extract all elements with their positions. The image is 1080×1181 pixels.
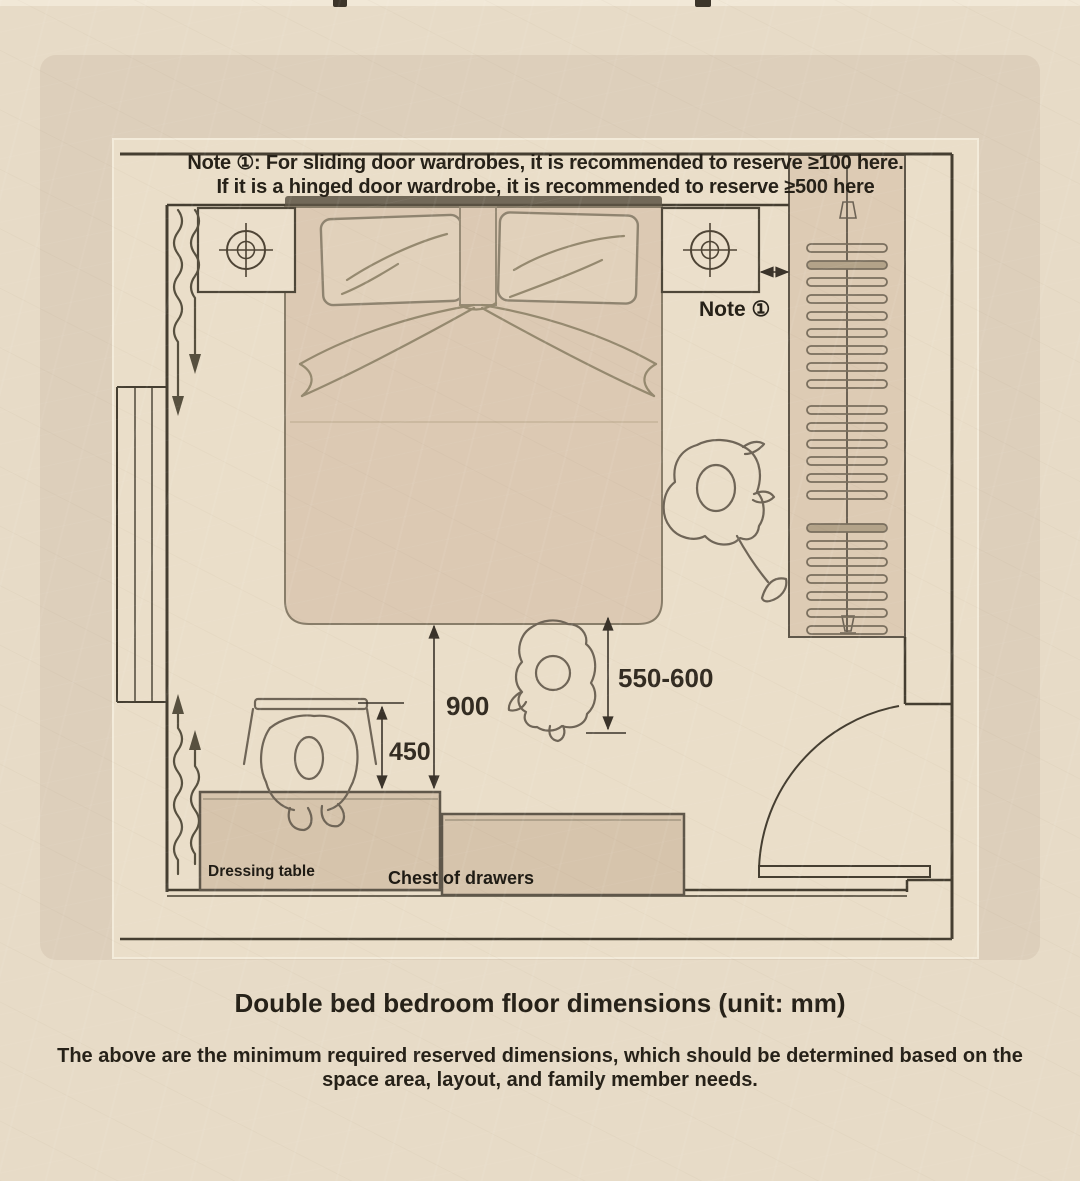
page-title: Double bed bedroom floor dimensions (unit: mm) [234,988,846,1018]
note-ref-label: Note ① [699,298,771,321]
top-strip [0,0,1080,6]
floor-plan [112,138,979,959]
dressing-table-label: Dressing table [208,863,315,880]
blanket-fold [460,207,496,305]
chest-of-drawers-label: Chest of drawers [388,868,535,888]
plan-note-line2: If it is a hinged door wardrobe, it is recommended to reserve ≥500 here [216,176,875,198]
plan-note [126,151,965,199]
person-walking-icon [664,440,787,601]
door-swing-arc [759,706,899,868]
floor-plan-drawing [114,140,977,957]
wardrobe [789,155,905,637]
chair [244,699,376,764]
window [117,387,167,702]
curtain-symbol-top-left [172,210,201,416]
dim-label-450: 450 [389,738,431,766]
top-edge-mark [333,0,347,7]
curtain-symbol-bottom-left [172,694,201,874]
top-edge-mark [695,0,711,7]
nightstand-right [662,208,759,292]
double-bed [285,196,662,624]
dim-label-550-600: 550-600 [618,663,714,693]
pillows [321,207,639,310]
page-subtitle-line2: space area, layout, and family member needs. [322,1069,758,1091]
plan-note-line1: Note ①: For sliding door wardrobes, it is recommended to reserve ≥100 here. [187,152,904,174]
door [759,706,930,877]
page-subtitle [0,1044,1080,1092]
page-subtitle-line1: The above are the minimum required reserved dimensions, which should be determined based on the [57,1045,1023,1067]
nightstand-left [198,208,295,292]
dim-label-900: 900 [446,691,490,721]
door-leaf [759,866,930,877]
person-standing-icon [509,620,595,741]
